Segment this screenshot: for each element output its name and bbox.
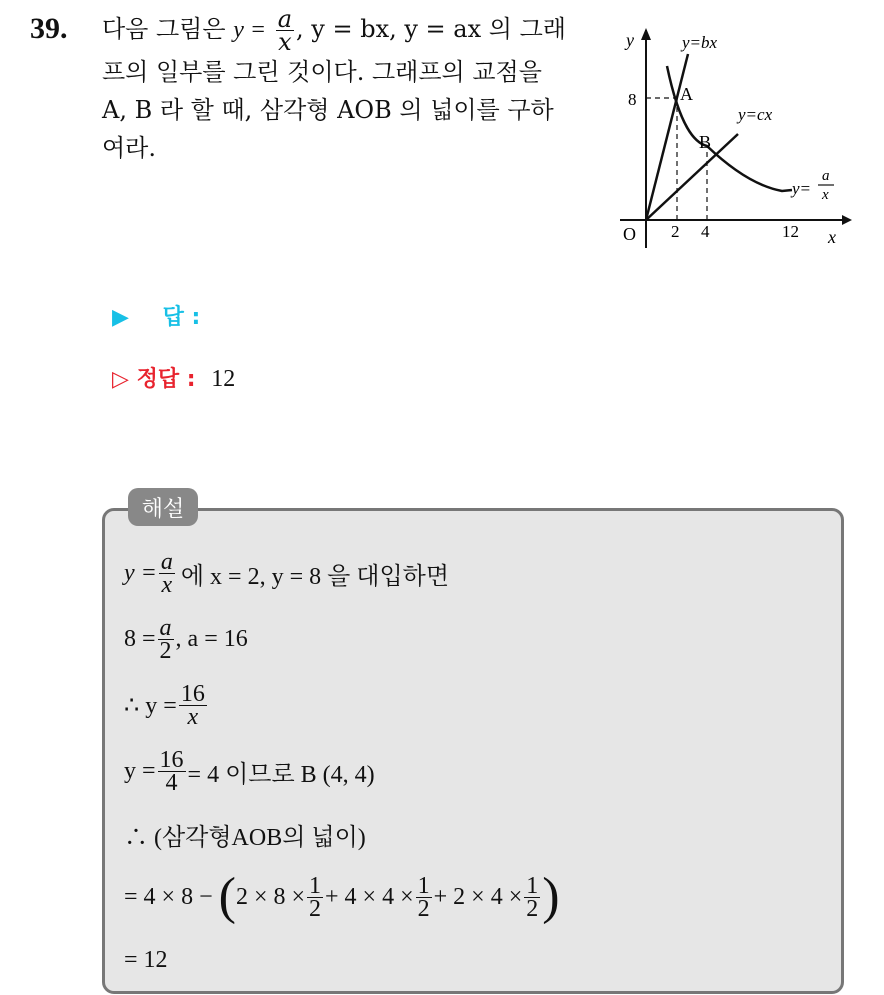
- x-axis-arrow: [842, 215, 852, 225]
- explanation-tag: 해설: [128, 488, 198, 526]
- outline-arrow-icon: ▷: [112, 367, 129, 392]
- y-axis-label: y: [626, 30, 634, 50]
- solution-line-5: ∴ (삼각형AOB의 넓이): [124, 824, 366, 851]
- question-line-4: 여라.: [102, 134, 156, 162]
- label-y-cx: y=cx: [738, 105, 773, 124]
- explanation-body: [124, 540, 824, 990]
- point-a-label: A: [680, 84, 693, 104]
- label-y-ax-lhs: y=: [792, 179, 812, 198]
- solution-line-4: y = $\frac{16}{4}$ = 4 이므로 B (4, 4): [124, 746, 375, 796]
- answer-input-row: [112, 300, 200, 331]
- line-y-cx: [646, 134, 738, 220]
- correct-answer-label: 정답 :: [136, 367, 196, 392]
- solution-line-6: = 4 × 8 − ( 2 × 8 × $\frac{1}{2}$ + 4 × 4 × $\frac{1}{2}$ + 2 × 4 × $\frac{1}{2}$ ): [124, 868, 560, 925]
- answer-label: 답 :: [162, 305, 201, 330]
- play-arrow-icon: ▶: [112, 305, 129, 330]
- fraction-a-over-x: $\frac{a}{x}$: [277, 5, 293, 56]
- question-line-2: 프의 일부를 그린 것이다. 그래프의 교점을: [102, 58, 542, 86]
- x-tick-12: 12: [782, 222, 799, 241]
- solution-line-3: ∴ y = $\frac{16}{x}$: [124, 680, 205, 730]
- question-line-1: 다음 그림은 y = $\frac{a}{x}$ , y = bx, y = ax 의 그래: [102, 5, 566, 56]
- question-number: 39.: [30, 12, 68, 45]
- x-axis-label: x: [828, 227, 836, 247]
- origin-label: O: [623, 224, 636, 244]
- solution-line-2: 8 = $\frac{a}{2}$ , a = 16: [124, 614, 248, 664]
- correct-answer-row: [112, 362, 235, 393]
- correct-answer-value: 12: [211, 366, 236, 392]
- line-y-bx: [646, 54, 688, 220]
- question-line-3: A, B 라 할 때, 삼각형 AOB 의 넓이를 구하: [102, 96, 554, 124]
- point-b-label: B: [699, 132, 712, 152]
- solution-line-1: y = $\frac{a}{x}$ 에 x = 2, y = 8 을 대입하면: [124, 548, 450, 598]
- label-y-ax-den: x: [822, 187, 829, 203]
- x-tick-2: 2: [671, 222, 680, 241]
- label-y-ax-num: a: [822, 168, 830, 184]
- y-tick-8: 8: [628, 90, 637, 109]
- graph-figure: [610, 18, 860, 258]
- label-y-bx: y=bx: [682, 33, 718, 52]
- solution-line-7: = 12: [124, 946, 168, 973]
- y-axis-arrow: [641, 28, 651, 40]
- question-text: [102, 5, 592, 167]
- x-tick-4: 4: [701, 222, 710, 241]
